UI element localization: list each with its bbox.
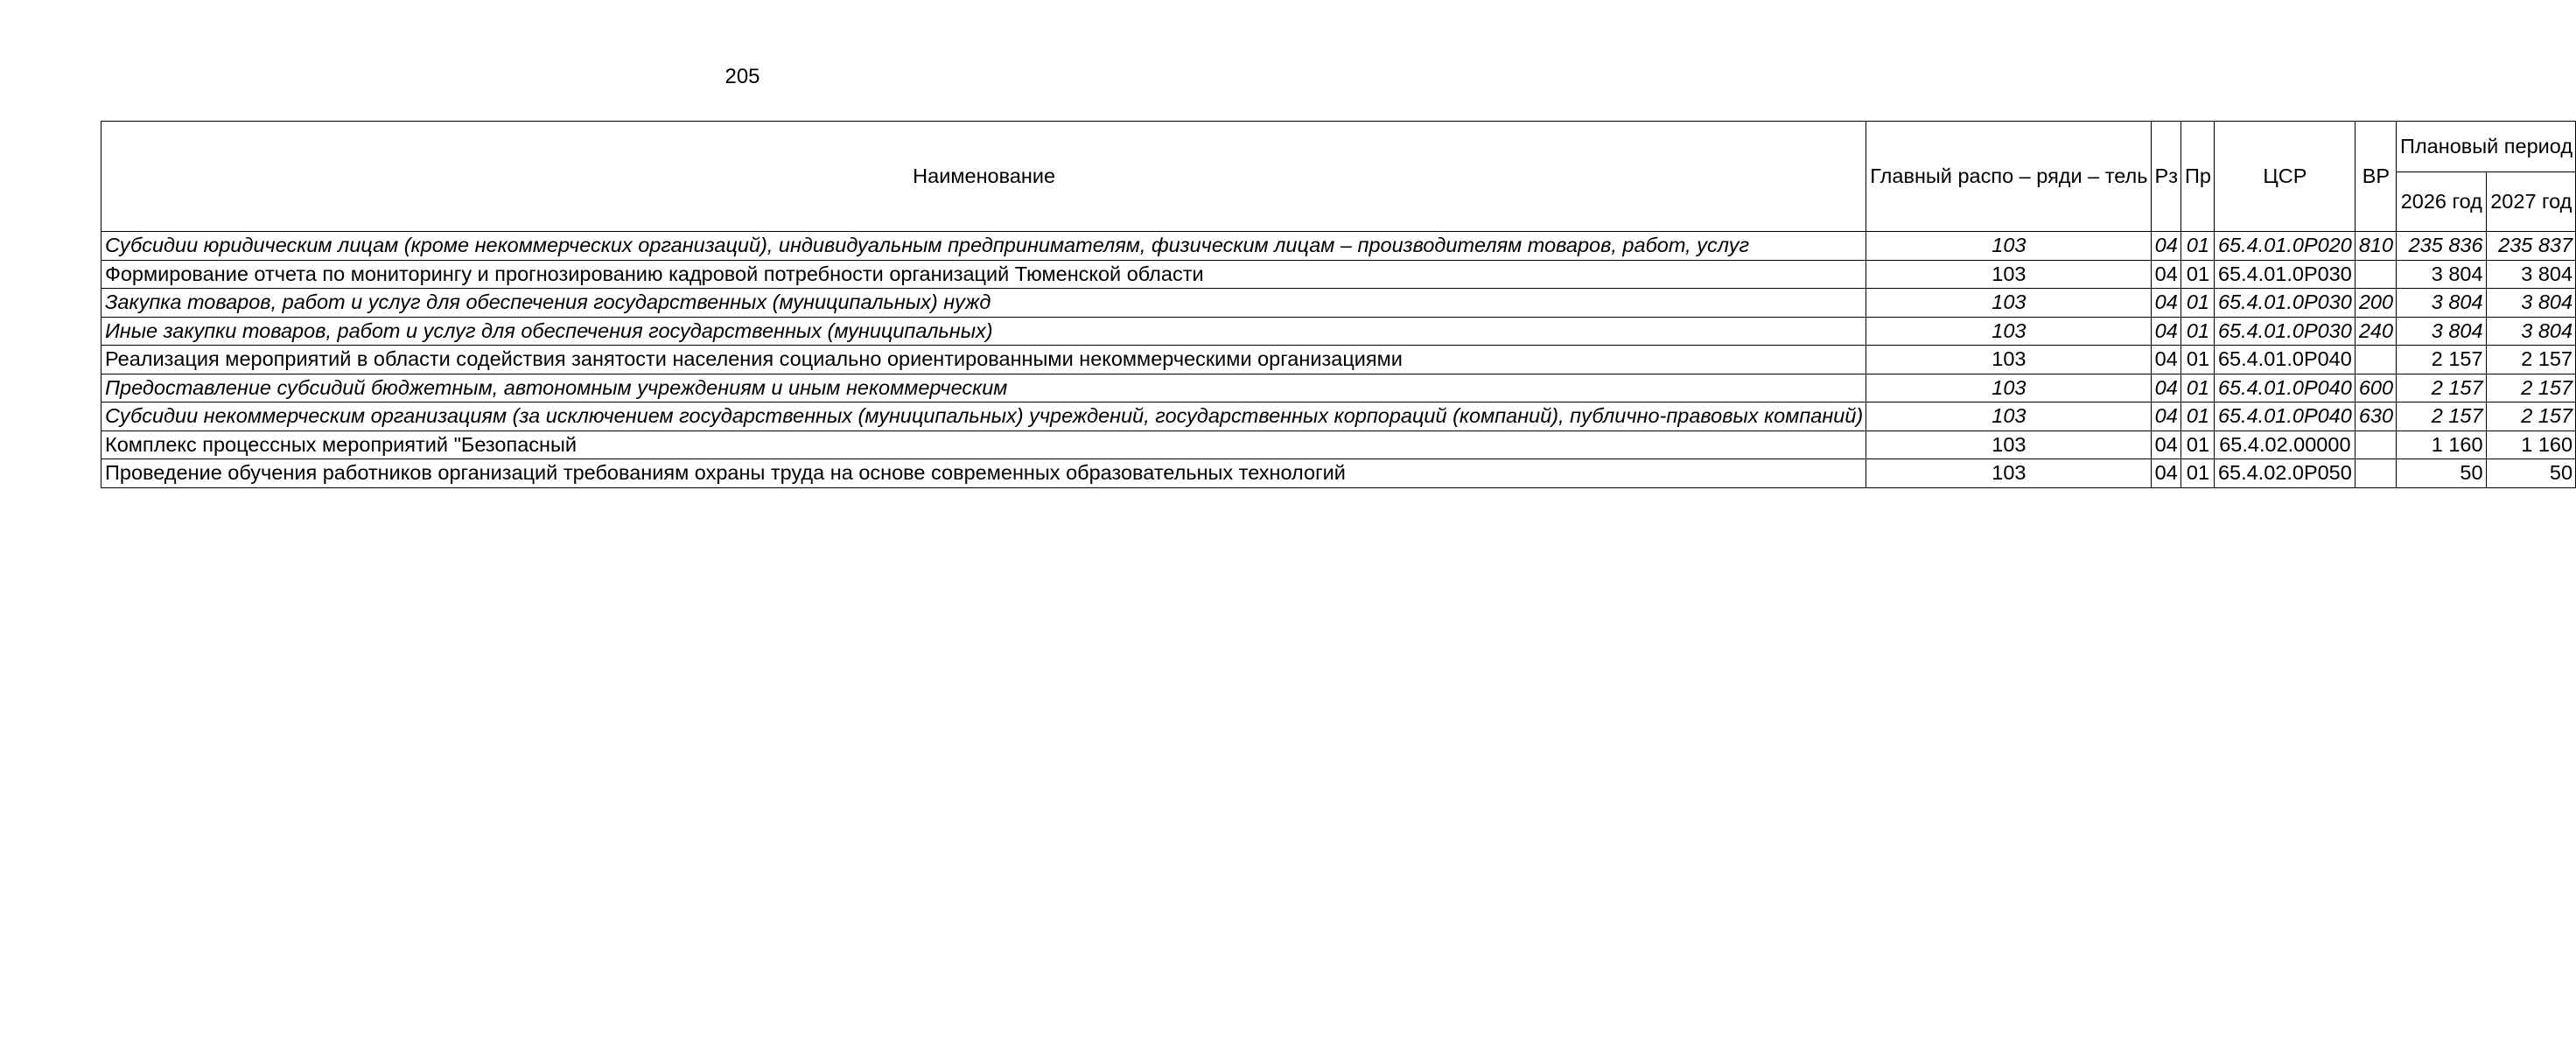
cell-target-article: 65.4.01.0Р040 — [2214, 374, 2355, 402]
cell-expense-type — [2355, 260, 2396, 289]
cell-amount-2026: 2 157 — [2397, 374, 2487, 402]
cell-name: Субсидии некоммерческим организациям (за исключением государственных (муниципальных) учреждений, государственных корпораций (компаний), публично-правовых компаний) — [102, 402, 1866, 431]
cell-amount-2026: 1 160 — [2397, 430, 2487, 459]
cell-subsection: 01 — [2180, 317, 2214, 346]
cell-chief-manager: 103 — [1866, 260, 2151, 289]
cell-subsection: 01 — [2180, 289, 2214, 318]
cell-target-article: 65.4.01.0Р040 — [2214, 346, 2355, 374]
cell-chief-manager: 103 — [1866, 459, 2151, 488]
cell-amount-2027: 3 804 — [2486, 260, 2576, 289]
cell-chief-manager: 103 — [1866, 346, 2151, 374]
cell-expense-type — [2355, 459, 2396, 488]
cell-amount-2027: 2 157 — [2486, 346, 2576, 374]
table-row — [102, 260, 2576, 289]
header-section: Рз — [2151, 122, 2180, 232]
cell-name: Проведение обучения работников организаций требованиям охраны труда на основе современных образовательных технологий — [102, 459, 1866, 488]
header-expense-type: ВР — [2355, 122, 2396, 232]
cell-subsection: 01 — [2180, 346, 2214, 374]
cell-amount-2027: 50 — [2486, 459, 2576, 488]
cell-amount-2027: 3 804 — [2486, 289, 2576, 318]
page-number: 205 — [724, 65, 760, 88]
cell-section: 04 — [2151, 260, 2180, 289]
cell-subsection: 01 — [2180, 260, 2214, 289]
cell-amount-2027: 1 160 — [2486, 430, 2576, 459]
header-year-2027: 2027 год — [2486, 172, 2576, 232]
cell-target-article: 65.4.01.0Р040 — [2214, 402, 2355, 431]
cell-amount-2027: 2 157 — [2486, 374, 2576, 402]
cell-chief-manager: 103 — [1866, 430, 2151, 459]
cell-section: 04 — [2151, 289, 2180, 318]
header-target-article: ЦСР — [2214, 122, 2355, 232]
cell-name: Предоставление субсидий бюджетным, автономным учреждениям и иным некоммерческим — [102, 374, 1866, 402]
cell-amount-2027: 235 837 — [2486, 232, 2576, 261]
cell-target-article: 65.4.01.0Р020 — [2214, 232, 2355, 261]
cell-amount-2026: 3 804 — [2397, 317, 2487, 346]
header-subsection: Пр — [2180, 122, 2214, 232]
table-row — [102, 402, 2576, 431]
cell-target-article: 65.4.01.0Р030 — [2214, 289, 2355, 318]
cell-expense-type — [2355, 346, 2396, 374]
cell-expense-type — [2355, 430, 2396, 459]
cell-chief-manager: 103 — [1866, 374, 2151, 402]
cell-section: 04 — [2151, 374, 2180, 402]
table-row — [102, 459, 2576, 488]
cell-subsection: 01 — [2180, 459, 2214, 488]
cell-chief-manager: 103 — [1866, 317, 2151, 346]
header-plan-period: Плановый период — [2397, 122, 2576, 172]
cell-section: 04 — [2151, 317, 2180, 346]
cell-name: Реализация мероприятий в области содействия занятости населения социально ориентированными некоммерческими организациями — [102, 346, 1866, 374]
table-row — [102, 346, 2576, 374]
cell-chief-manager: 103 — [1866, 289, 2151, 318]
cell-name: Закупка товаров, работ и услуг для обеспечения государственных (муниципальных) нужд — [102, 289, 1866, 318]
cell-target-article: 65.4.02.0Р050 — [2214, 459, 2355, 488]
table-row — [102, 232, 2576, 261]
cell-name: Субсидии юридическим лицам (кроме некоммерческих организаций), индивидуальным предпринимателям, физическим лицам – производителям товаров, работ, услуг — [102, 232, 1866, 261]
cell-amount-2026: 2 157 — [2397, 402, 2487, 431]
cell-amount-2026: 235 836 — [2397, 232, 2487, 261]
cell-section: 04 — [2151, 402, 2180, 431]
cell-target-article: 65.4.02.00000 — [2214, 430, 2355, 459]
cell-name: Формирование отчета по мониторингу и прогнозированию кадровой потребности организаций Тюменской области — [102, 260, 1866, 289]
cell-target-article: 65.4.01.0Р030 — [2214, 260, 2355, 289]
cell-expense-type: 630 — [2355, 402, 2396, 431]
table-row — [102, 317, 2576, 346]
cell-expense-type: 810 — [2355, 232, 2396, 261]
table-row — [102, 289, 2576, 318]
cell-subsection: 01 — [2180, 402, 2214, 431]
cell-subsection: 01 — [2180, 374, 2214, 402]
cell-amount-2027: 2 157 — [2486, 402, 2576, 431]
cell-expense-type: 240 — [2355, 317, 2396, 346]
cell-amount-2026: 3 804 — [2397, 289, 2487, 318]
cell-amount-2027: 3 804 — [2486, 317, 2576, 346]
cell-section: 04 — [2151, 459, 2180, 488]
cell-amount-2026: 2 157 — [2397, 346, 2487, 374]
cell-subsection: 01 — [2180, 232, 2214, 261]
cell-amount-2026: 50 — [2397, 459, 2487, 488]
header-chief-manager: Главный распо – ряди – тель — [1866, 122, 2151, 232]
cell-name: Иные закупки товаров, работ и услуг для обеспечения государственных (муниципальных) — [102, 317, 1866, 346]
cell-section: 04 — [2151, 430, 2180, 459]
cell-name: Комплекс процессных мероприятий "Безопасный — [102, 430, 1866, 459]
cell-amount-2026: 3 804 — [2397, 260, 2487, 289]
cell-chief-manager: 103 — [1866, 232, 2151, 261]
cell-expense-type: 200 — [2355, 289, 2396, 318]
table-body — [102, 232, 2576, 488]
cell-target-article: 65.4.01.0Р030 — [2214, 317, 2355, 346]
table-row — [102, 374, 2576, 402]
cell-chief-manager: 103 — [1866, 402, 2151, 431]
cell-section: 04 — [2151, 232, 2180, 261]
header-name: Наименование — [102, 122, 1866, 232]
budget-table — [101, 121, 2576, 488]
cell-subsection: 01 — [2180, 430, 2214, 459]
cell-expense-type: 600 — [2355, 374, 2396, 402]
header-year-2026: 2026 год — [2397, 172, 2487, 232]
table-row — [102, 430, 2576, 459]
cell-section: 04 — [2151, 346, 2180, 374]
